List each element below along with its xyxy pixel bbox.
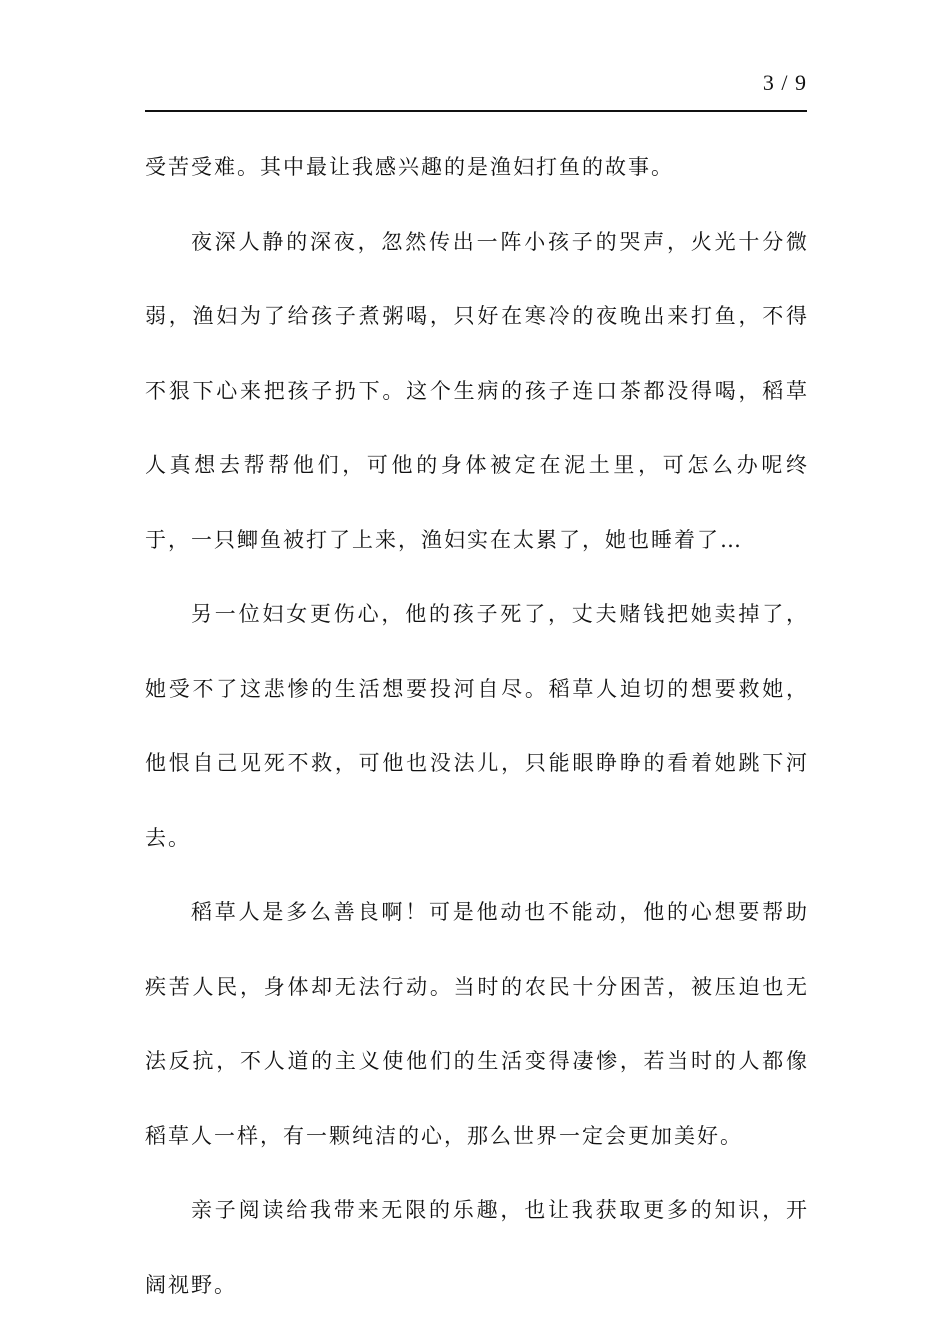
paragraph-conclusion: 亲子阅读给我带来无限的乐趣，也让我获取更多的知识，开阔视野。	[145, 1198, 809, 1297]
header-divider	[145, 110, 807, 112]
paragraph-scarecrow-kindness: 稻草人是多么善良啊！可是他动也不能动，他的心想要帮助疾苦人民，身体却无法行动。当时的农民十分困苦，被压迫也无法反抗，不人道的主义使他们的生活变得凄惨，若当时的人都像稻草人一样，有一颗纯洁的心，那么世界一定会更加美好。	[145, 900, 809, 1148]
paragraph-fisherwoman: 夜深人静的深夜，忽然传出一阵小孩子的哭声，火光十分微弱，渔妇为了给孩子煮粥喝，只好在寒冷的夜晚出来打鱼，不得不狠下心来把孩子扔下。这个生病的孩子连口茶都没得喝，稻草人真想去帮帮他们，可他的身体被定在泥土里，可怎么办呢终于，一只鲫鱼被打了上来，渔妇实在太累了，她也睡着了…	[145, 229, 809, 552]
document-body	[145, 130, 809, 1322]
paragraph-another-woman: 另一位妇女更伤心，他的孩子死了，丈夫赌钱把她卖掉了，她受不了这悲惨的生活想要投河自尽。稻草人迫切的想要救她，他恨自己见死不救，可他也没法儿，只能眼睁睁的看着她跳下河去。	[145, 602, 809, 850]
page-number: 3 / 9	[762, 70, 807, 95]
paragraph-continuation: 受苦受难。其中最让我感兴趣的是渔妇打鱼的故事。	[145, 155, 674, 179]
